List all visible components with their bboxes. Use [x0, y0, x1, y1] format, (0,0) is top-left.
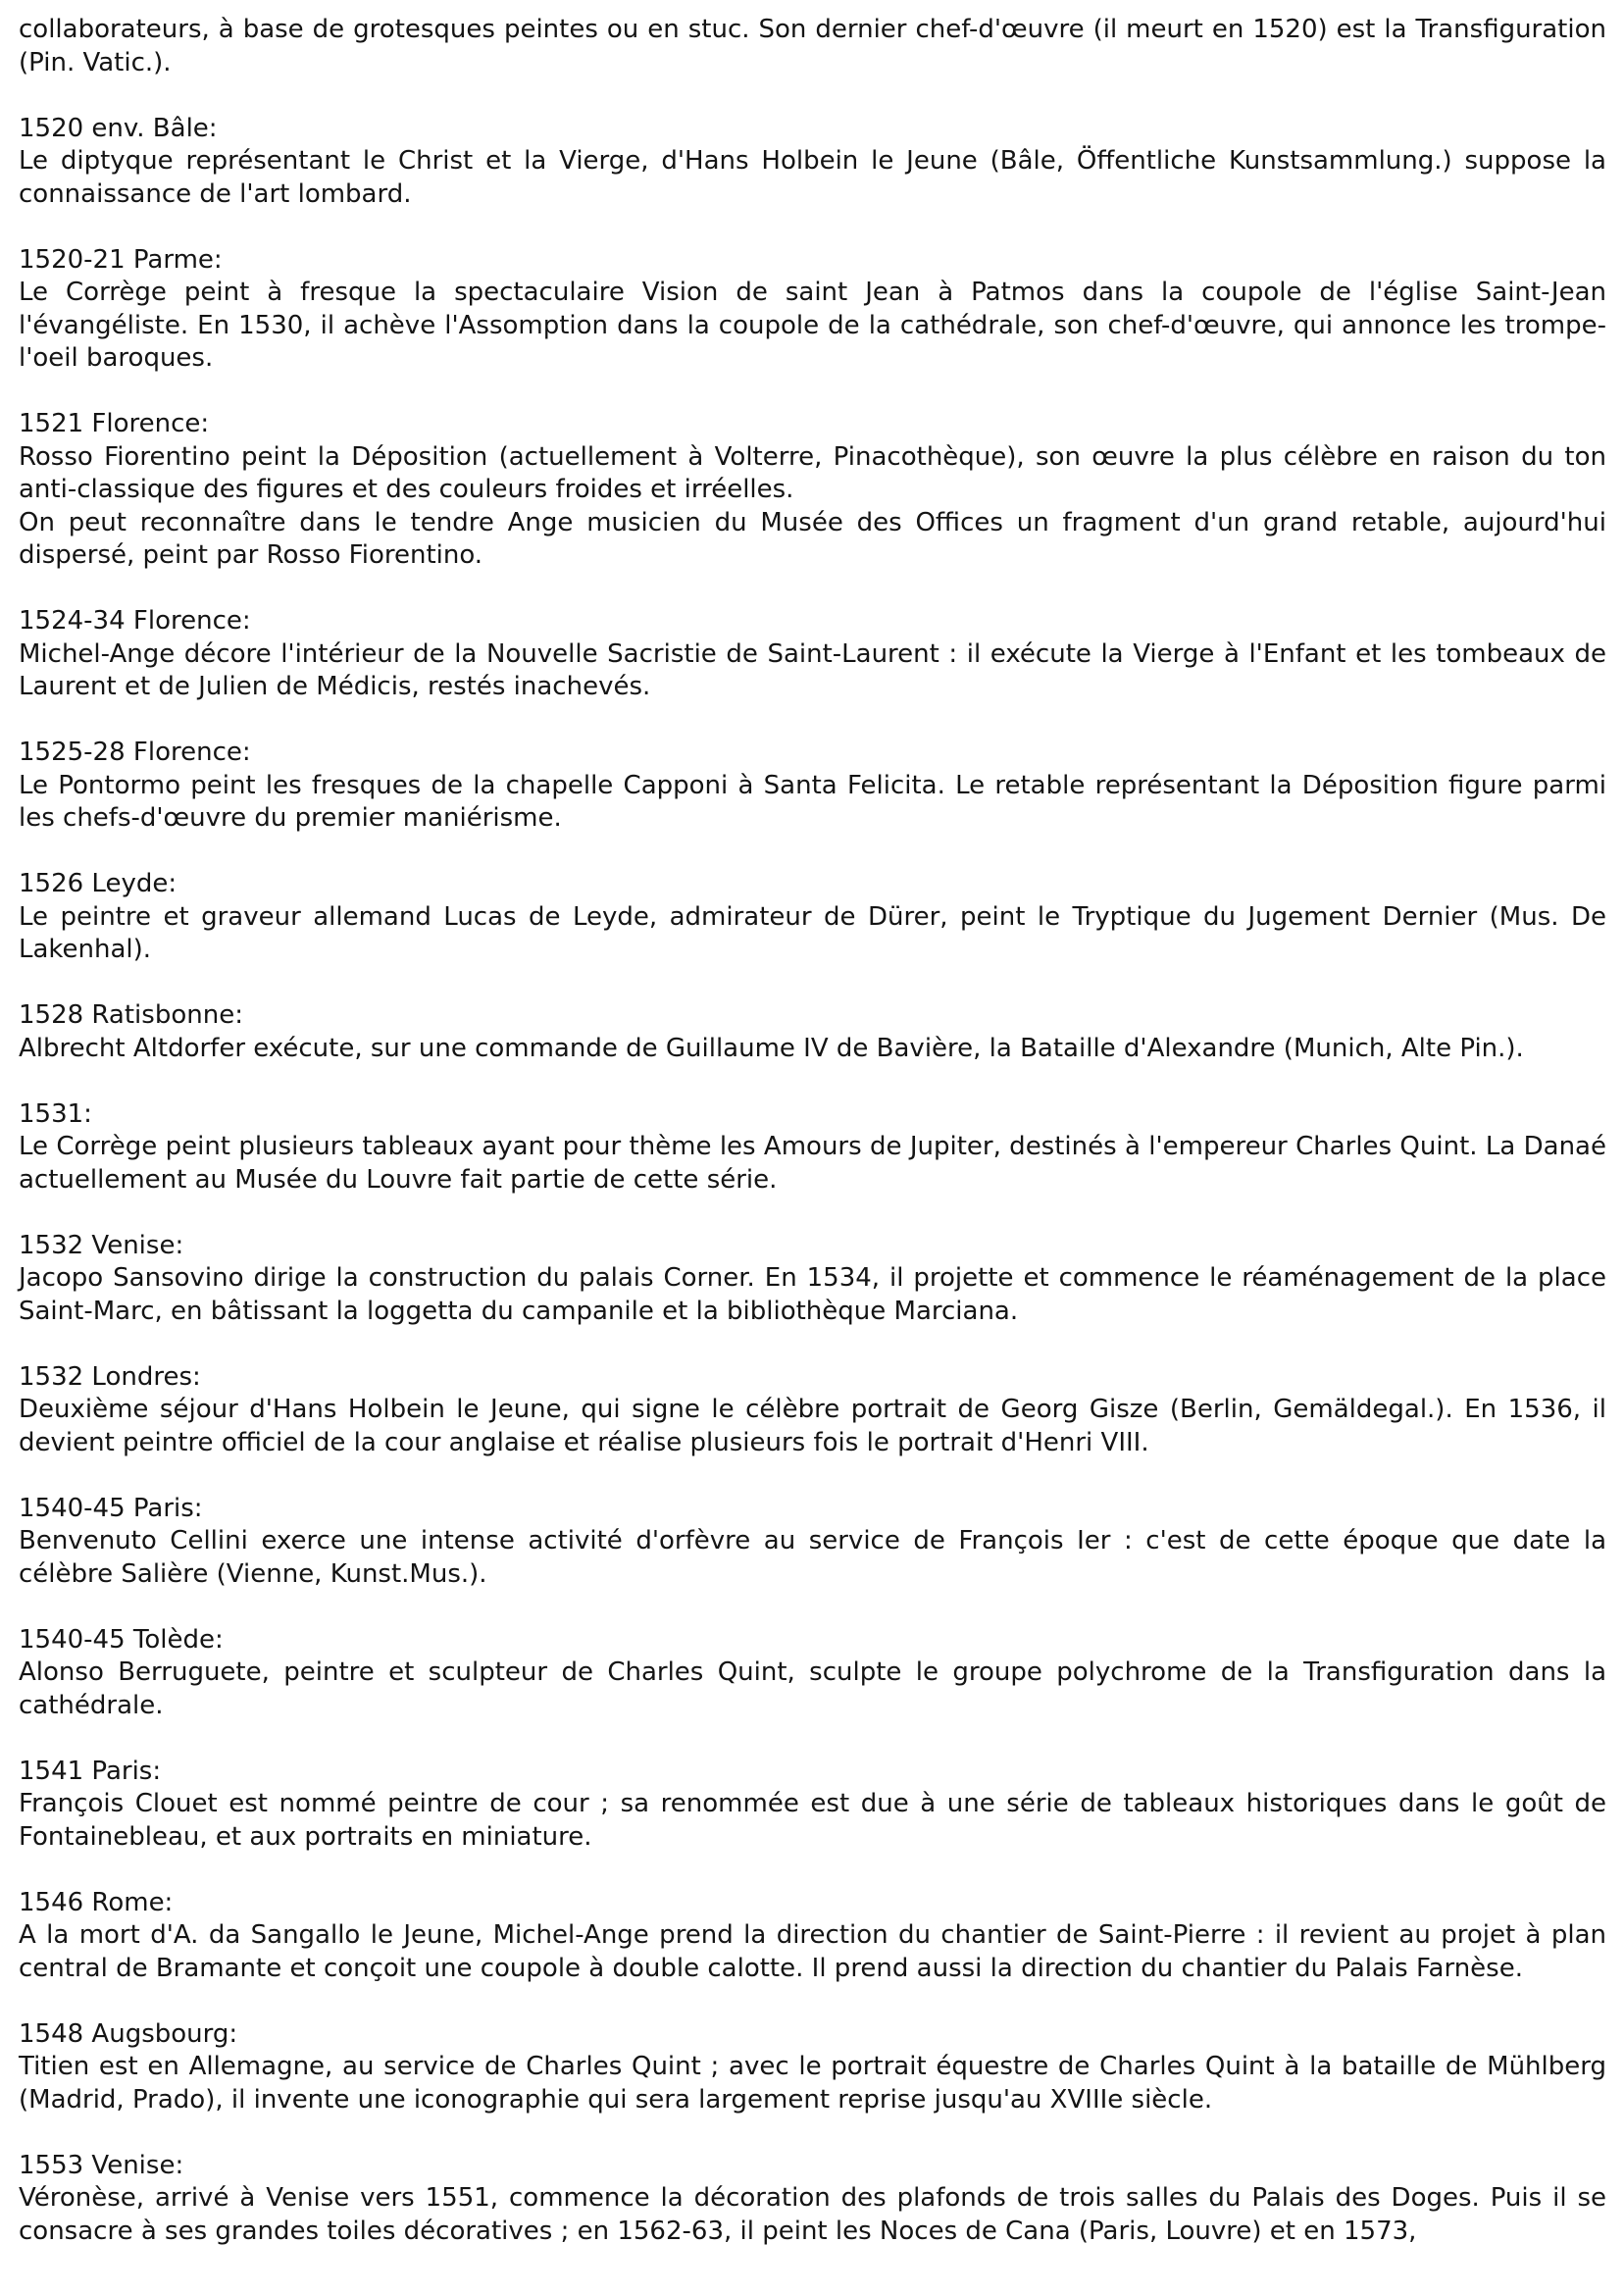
entry-heading: 1525-28 Florence:: [19, 738, 251, 767]
entry-paragraph: Titien est en Allemagne, au service de Charles Quint ; avec le portrait équestre de Charles Quint à la bataille de Mühlberg (Madrid, Prado), il invente une iconographie qui sera largement reprise jusqu'au XVIIIe siècle.: [19, 2052, 1606, 2115]
timeline-entry: [19, 1756, 1606, 1855]
entry-paragraph: Le Corrège peint à fresque la spectaculaire Vision de saint Jean à Patmos dans la coupole de l'église Saint-Jean l'évangéliste. En 1530, il achève l'Assomption dans la coupole de la cathédrale, son chef-d'œuvre, qui annonce les trompe-l'oeil baroques.: [19, 278, 1606, 373]
timeline-entry: [19, 1361, 1606, 1460]
entry-paragraph: A la mort d'A. da Sangallo le Jeune, Michel-Ange prend la direction du chantier de Saint-Pierre : il revient au projet à plan central de Bramante et conçoit une coupole à double calotte. Il prend aussi la direction du chantier du Palais Farnèse.: [19, 1920, 1606, 1983]
entry-heading: 1540-45 Paris:: [19, 1493, 203, 1523]
entry-paragraph: Véronèse, arrivé à Venise vers 1551, commence la décoration des plafonds de trois salles du Palais des Doges. Puis il se consacre à ses grandes toiles décoratives ; en 1562-63, il peint les Noces de Cana (Paris, Louvre) et en 1573,: [19, 2183, 1606, 2246]
entry-heading: 1526 Leyde:: [19, 869, 178, 898]
entry-heading: 1520-21 Parme:: [19, 244, 223, 275]
timeline-entry: [19, 999, 1606, 1065]
timeline-entry: [19, 1624, 1606, 1723]
entry-heading: 1546 Rome:: [19, 1887, 174, 1917]
timeline-entry: [19, 605, 1606, 704]
entry-paragraph: Le Pontormo peint les fresques de la chapelle Capponi à Santa Felicita. Le retable représentant la Déposition figure parmi les chefs-d'œuvre du premier maniérisme.: [19, 770, 1606, 833]
entry-heading: 1541 Paris:: [19, 1756, 162, 1786]
entry-paragraph: François Clouet est nommé peintre de cour ; sa renommée est due à une série de tableaux historiques dans le goût de Fontainebleau, et aux portraits en miniature.: [19, 1789, 1606, 1852]
timeline-entries: [19, 113, 1606, 2249]
entry-heading: 1520 env. Bâle:: [19, 113, 218, 143]
entry-paragraph: Deuxième séjour d'Hans Holbein le Jeune, qui signe le célèbre portrait de Georg Gisze (Berlin, Gemäldegal.). En 1536, il devient peintre officiel de la cour anglaise et réalise plusieurs fois le portrait d'Henri VIII.: [19, 1395, 1606, 1457]
intro-entry: [19, 14, 1606, 79]
timeline-entry: [19, 1493, 1606, 1592]
timeline-entry: [19, 1230, 1606, 1329]
entry-paragraph: Benvenuto Cellini exerce une intense activité d'orfèvre au service de François Ier : c'est de cette époque que date la célèbre Salière (Vienne, Kunst.Mus.).: [19, 1526, 1606, 1589]
entry-paragraph: Rosso Fiorentino peint la Déposition (actuellement à Volterre, Pinacothèque), son œuvre la plus célèbre en raison du ton anti-classique des figures et des couleurs froides et irréelles.: [19, 441, 1606, 504]
timeline-entry: [19, 1887, 1606, 1986]
entry-heading: 1532 Venise:: [19, 1230, 184, 1260]
entry-heading: 1532 Londres:: [19, 1361, 201, 1392]
entry-heading: 1521 Florence:: [19, 409, 210, 438]
entry-paragraph: Le peintre et graveur allemand Lucas de Leyde, admirateur de Dürer, peint le Tryptique du Jugement Dernier (Mus. De Lakenhal).: [19, 901, 1606, 964]
entry-heading: 1531:: [19, 1098, 92, 1129]
entry-paragraph: Le Corrège peint plusieurs tableaux ayant pour thème les Amours de Jupiter, destinés à l'empereur Charles Quint. La Danaé actuellement au Musée du Louvre fait partie de cette série.: [19, 1132, 1606, 1195]
entry-paragraph: Jacopo Sansovino dirige la construction du palais Corner. En 1534, il projette et commence le réaménagement de la place Saint-Marc, en bâtissant la loggetta du campanile et la bibliothèque Marciana.: [19, 1263, 1606, 1326]
entry-paragraph: Le diptyque représentant le Christ et la Vierge, d'Hans Holbein le Jeune (Bâle, Öffentliche Kunstsammlung.) suppose la connaissance de l'art lombard.: [19, 146, 1606, 209]
timeline-entry: [19, 1098, 1606, 1198]
entry-paragraph: On peut reconnaître dans le tendre Ange musicien du Musée des Offices un fragment d'un grand retable, aujourd'hui dispersé, peint par Rosso Fiorentino.: [19, 507, 1606, 570]
entry-paragraph: Alonso Berruguete, peintre et sculpteur de Charles Quint, sculpte le groupe polychrome de la Transfiguration dans la cathédrale.: [19, 1657, 1606, 1720]
entry-heading: 1553 Venise:: [19, 2150, 184, 2180]
entry-paragraph: Albrecht Altdorfer exécute, sur une commande de Guillaume IV de Bavière, la Bataille d'Alexandre (Munich, Alte Pin.).: [19, 1033, 1524, 1063]
entry-paragraph: Michel-Ange décore l'intérieur de la Nouvelle Sacristie de Saint-Laurent : il exécute la Vierge à l'Enfant et les tombeaux de Laurent et de Julien de Médicis, restés inachevés.: [19, 638, 1606, 701]
intro-paragraph: collaborateurs, à base de grotesques peintes ou en stuc. Son dernier chef-d'œuvre (il meurt en 1520) est la Transfiguration (Pin. Vatic.).: [19, 15, 1606, 77]
timeline-entry: [19, 244, 1606, 376]
entry-heading: 1548 Augsbourg:: [19, 2018, 238, 2049]
timeline-entry: [19, 2150, 1606, 2249]
timeline-entry: [19, 737, 1606, 836]
document-page: [19, 14, 1606, 2281]
entry-heading: 1540-45 Tolède:: [19, 1624, 224, 1655]
timeline-entry: [19, 113, 1606, 212]
entry-heading: 1524-34 Florence:: [19, 606, 251, 636]
entry-heading: 1528 Ratisbonne:: [19, 1000, 243, 1030]
timeline-entry: [19, 2018, 1606, 2117]
timeline-entry: [19, 868, 1606, 967]
timeline-entry: [19, 408, 1606, 573]
